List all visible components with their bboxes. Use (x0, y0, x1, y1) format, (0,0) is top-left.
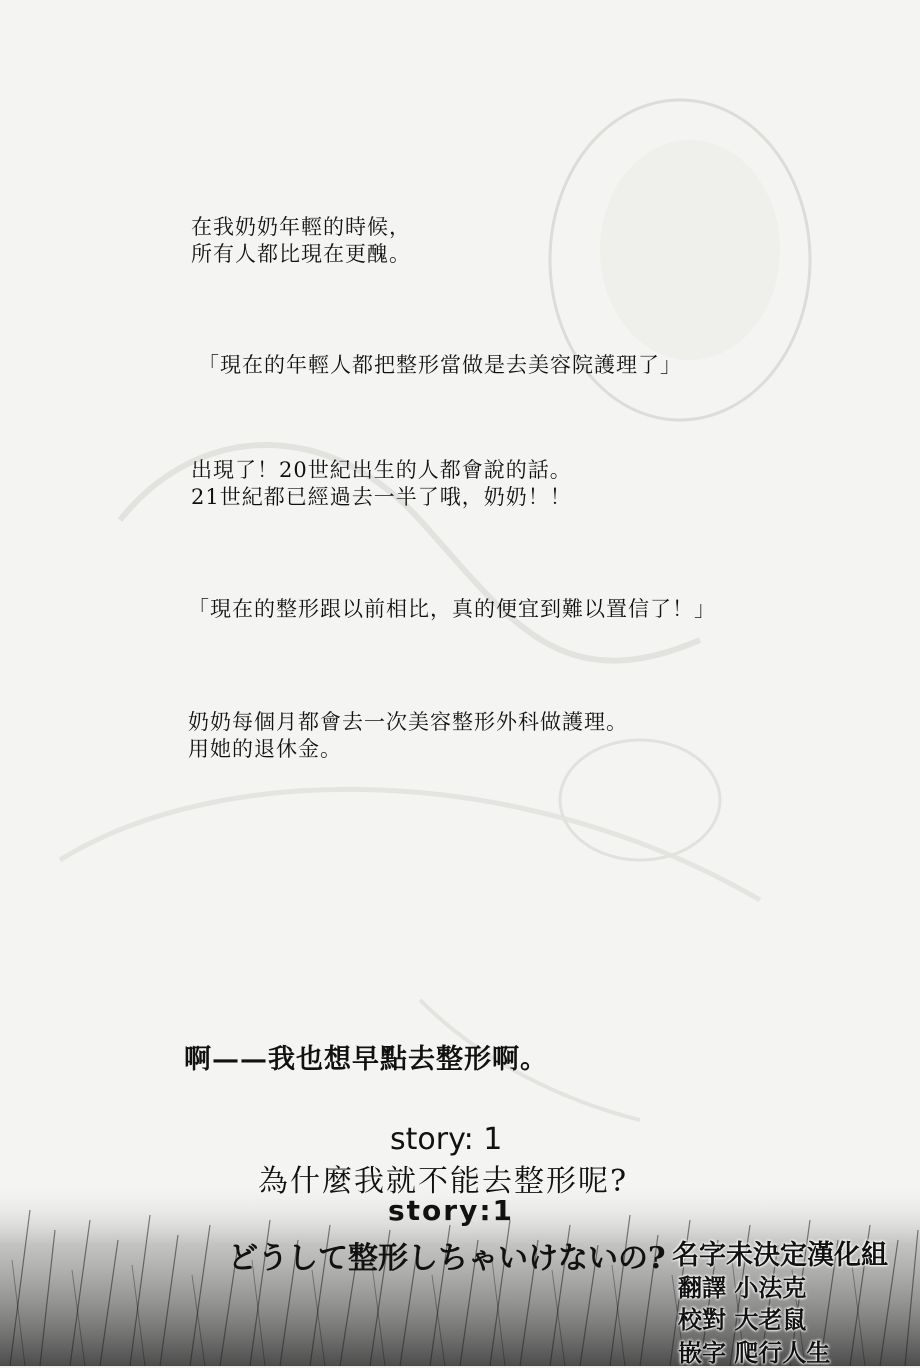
chapter-title-jp: どうして整形しちゃいけないの? (228, 1241, 666, 1276)
narration-line: 所有人都比現在更醜。 (191, 242, 411, 266)
narration-line: 在我奶奶年輕的時候， (191, 215, 411, 239)
credit-proofreading: 校對 大老鼠 (678, 1305, 807, 1334)
narration-line: 出現了！20世紀出生的人都會說的話。 (191, 458, 572, 482)
story-number-jp: story:1 (388, 1194, 515, 1227)
narration-line: 奶奶每個月都會去一次美容整形外科做護理。 (188, 710, 628, 734)
credit-translation: 翻譯 小法克 (678, 1273, 807, 1302)
sigh-line: 啊——我也想早點去整形啊。 (184, 1044, 548, 1075)
narration-line: 用她的退休金。 (188, 737, 342, 761)
quote-line: 「現在的年輕人都把整形當做是去美容院護理了」 (198, 353, 682, 377)
credit-typesetting: 嵌字 爬行人生 (678, 1338, 831, 1367)
chapter-title-zh: 為什麼我就不能去整形呢? (258, 1164, 629, 1199)
narration-line: 21世紀都已經過去一半了哦，奶奶！！ (191, 485, 572, 509)
story-number-en: story: 1 (390, 1122, 503, 1157)
quote-line: 「現在的整形跟以前相比，真的便宜到難以置信了！」 (188, 597, 716, 621)
scanlation-group: 名字未決定漢化組 (672, 1240, 888, 1271)
